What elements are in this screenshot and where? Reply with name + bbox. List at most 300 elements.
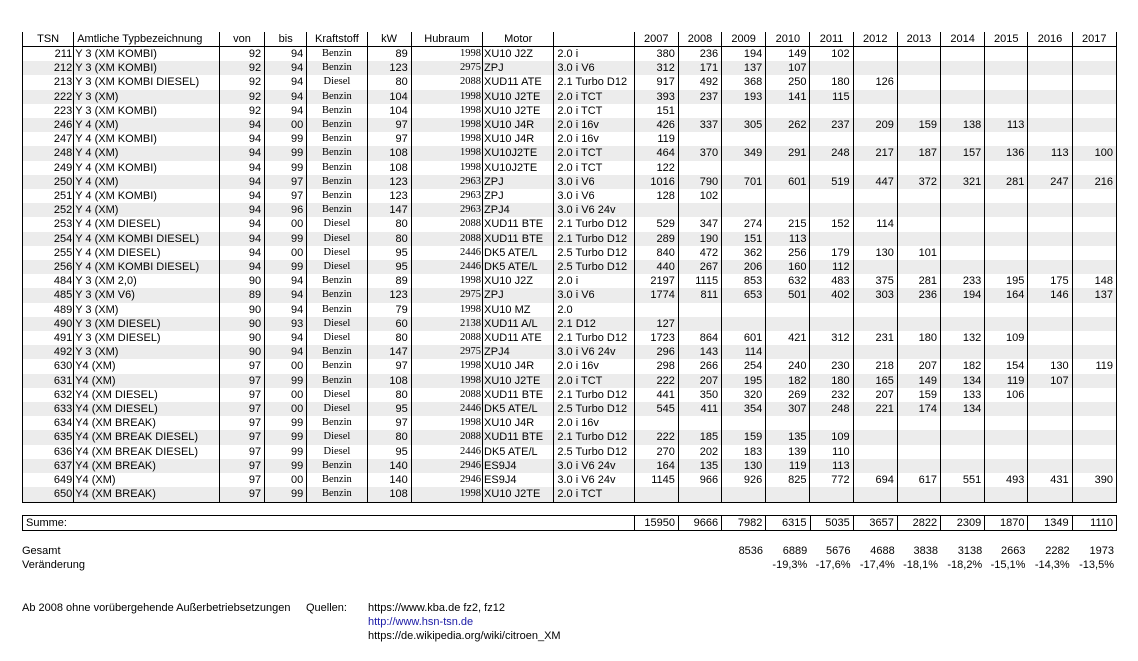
tsn-cell: 635 (23, 430, 74, 444)
year-2017-cell (1072, 75, 1116, 89)
bis-cell: 94 (265, 75, 307, 89)
year-2017-cell (1072, 388, 1116, 402)
year-2016-cell (1028, 445, 1072, 459)
bis-cell: 99 (265, 374, 307, 388)
year-2017-cell (1072, 161, 1116, 175)
motor-cell: ES9J4 (483, 459, 554, 473)
year-2016-cell: 146 (1028, 288, 1072, 302)
motor-cell: ZPJ (483, 175, 554, 189)
year-2014-cell: 194 (941, 288, 985, 302)
kraftstoff-cell: Benzin (307, 487, 367, 502)
col-2013-header: 2013 (897, 32, 940, 47)
motor-cell: XUD11 A/L (483, 317, 554, 331)
year-2010-cell: 141 (766, 90, 810, 104)
year-2015-cell (985, 445, 1028, 459)
year-2009-cell: 114 (722, 345, 766, 359)
tsn-cell: 254 (23, 232, 74, 246)
year-2010-cell: 601 (766, 175, 810, 189)
hubraum-cell: 1998 (411, 303, 482, 317)
year-2012-cell (853, 459, 897, 473)
von-cell: 94 (219, 175, 264, 189)
bis-cell: 00 (265, 388, 307, 402)
year-2015-cell (985, 430, 1028, 444)
year-2012-cell: 114 (853, 217, 897, 231)
gesamt-2015-cell: 2663 (1000, 545, 1026, 557)
year-2014-cell (941, 487, 985, 502)
year-2010-cell: 825 (766, 473, 810, 487)
von-cell: 97 (219, 445, 264, 459)
variante-cell: 3.0 i V6 24v (554, 473, 634, 487)
table-row (23, 132, 1117, 146)
table-row (23, 161, 1117, 175)
year-2014-cell (941, 90, 985, 104)
kraftstoff-cell: Benzin (307, 459, 367, 473)
bis-cell: 99 (265, 416, 307, 430)
year-2015-cell (985, 416, 1028, 430)
year-2013-cell: 236 (897, 288, 940, 302)
kw-cell: 123 (367, 61, 411, 75)
year-2009-cell (722, 203, 766, 217)
year-2012-cell: 303 (853, 288, 897, 302)
von-cell: 92 (219, 104, 264, 118)
year-2012-cell (853, 104, 897, 118)
von-cell: 90 (219, 274, 264, 288)
von-cell: 97 (219, 359, 264, 373)
year-2008-cell: 347 (678, 217, 721, 231)
variante-cell: 2.0 i 16v (554, 132, 634, 146)
table-row (23, 303, 1117, 317)
tsn-cell: 650 (23, 487, 74, 502)
table-row (23, 459, 1117, 473)
bis-cell: 94 (265, 90, 307, 104)
col-2009-header: 2009 (722, 32, 766, 47)
gesamt-2014-cell: 3138 (957, 545, 983, 557)
variante-cell: 3.0 i V6 24v (554, 203, 634, 217)
kw-cell: 80 (367, 388, 411, 402)
col-2015-header: 2015 (985, 32, 1028, 47)
bis-cell: 99 (265, 487, 307, 502)
bis-cell: 96 (265, 203, 307, 217)
year-2009-cell: 137 (722, 61, 766, 75)
year-2011-cell: 179 (810, 246, 853, 260)
year-2008-cell: 171 (678, 61, 721, 75)
year-2011-cell: 402 (810, 288, 853, 302)
tsn-cell: 636 (23, 445, 74, 459)
year-2017-cell (1072, 232, 1116, 246)
table-row (23, 47, 1117, 62)
variante-cell: 2.0 i (554, 47, 634, 62)
hubraum-cell: 2088 (411, 217, 482, 231)
kraftstoff-cell: Diesel (307, 217, 367, 231)
year-2012-cell: 207 (853, 388, 897, 402)
hubraum-cell: 2088 (411, 75, 482, 89)
von-cell: 97 (219, 374, 264, 388)
year-2008-cell (678, 203, 721, 217)
table-row (23, 359, 1117, 373)
von-cell: 90 (219, 331, 264, 345)
year-2008-cell: 143 (678, 345, 721, 359)
year-2015-cell: 164 (985, 288, 1028, 302)
variante-cell: 2.1 Turbo D12 (554, 217, 634, 231)
year-2013-cell (897, 161, 940, 175)
year-2010-cell (766, 303, 810, 317)
year-2017-cell (1072, 47, 1116, 62)
year-2010-cell: 113 (766, 232, 810, 246)
tsn-cell: 249 (23, 161, 74, 175)
motor-cell: XU10 J4R (483, 132, 554, 146)
tsn-cell: 649 (23, 473, 74, 487)
kraftstoff-cell: Diesel (307, 402, 367, 416)
variante-cell: 3.0 i V6 24v (554, 459, 634, 473)
bis-cell: 00 (265, 217, 307, 231)
year-2015-cell (985, 317, 1028, 331)
hubraum-cell: 2946 (411, 473, 482, 487)
year-2007-cell (634, 203, 678, 217)
gesamt-row (22, 544, 1117, 558)
motor-cell: XU10 J2TE (483, 104, 554, 118)
von-cell: 89 (219, 288, 264, 302)
col-tsn-header: TSN (23, 32, 74, 47)
year-2008-cell (678, 104, 721, 118)
year-2016-cell (1028, 75, 1072, 89)
hubraum-cell: 1998 (411, 104, 482, 118)
year-2013-cell: 174 (897, 402, 940, 416)
kw-cell: 147 (367, 203, 411, 217)
year-2012-cell (853, 90, 897, 104)
year-2007-cell: 840 (634, 246, 678, 260)
motor-cell: DK5 ATE/L (483, 246, 554, 260)
table-row (23, 445, 1117, 459)
year-2007-cell: 164 (634, 459, 678, 473)
typbezeichnung-cell: Y4 (XM BREAK) (74, 459, 220, 473)
year-2014-cell (941, 260, 985, 274)
motor-cell: XU10 J4R (483, 118, 554, 132)
hubraum-cell: 2446 (411, 246, 482, 260)
year-2011-cell: 248 (810, 146, 853, 160)
year-2017-cell (1072, 317, 1116, 331)
von-cell: 92 (219, 75, 264, 89)
year-2015-cell: 119 (985, 374, 1028, 388)
kraftstoff-cell: Benzin (307, 118, 367, 132)
year-2014-cell (941, 47, 985, 62)
motor-cell: DK5 ATE/L (483, 402, 554, 416)
variante-cell: 2.0 i TCT (554, 161, 634, 175)
year-2009-cell: 159 (722, 430, 766, 444)
typbezeichnung-cell: Y4 (XM DIESEL) (74, 402, 220, 416)
year-2014-cell: 182 (941, 359, 985, 373)
year-2012-cell (853, 47, 897, 62)
variante-cell: 2.0 i TCT (554, 487, 634, 502)
summe-2017-cell: 1110 (1072, 516, 1116, 531)
von-cell: 94 (219, 189, 264, 203)
tsn-cell: 485 (23, 288, 74, 302)
motor-cell: XUD11 BTE (483, 232, 554, 246)
tsn-cell: 255 (23, 246, 74, 260)
year-2015-cell: 109 (985, 331, 1028, 345)
kraftstoff-cell: Benzin (307, 90, 367, 104)
year-2010-cell: 107 (766, 61, 810, 75)
tsn-cell: 223 (23, 104, 74, 118)
table-row (23, 104, 1117, 118)
hubraum-cell: 1998 (411, 274, 482, 288)
col-variante-header (554, 32, 634, 47)
year-2010-cell: 262 (766, 118, 810, 132)
hubraum-cell: 1998 (411, 118, 482, 132)
year-2008-cell: 102 (678, 189, 721, 203)
year-2016-cell: 175 (1028, 274, 1072, 288)
year-2013-cell: 180 (897, 331, 940, 345)
source-kba: https://www.kba.de fz2, fz12 (368, 602, 505, 614)
year-2014-cell (941, 75, 985, 89)
year-2009-cell (722, 303, 766, 317)
tsn-cell: 212 (23, 61, 74, 75)
year-2014-cell: 233 (941, 274, 985, 288)
year-2010-cell: 119 (766, 459, 810, 473)
year-2014-cell (941, 217, 985, 231)
veraenderung-2011-cell: -17,6% (815, 559, 851, 571)
gesamt-2007-cell (634, 544, 678, 558)
year-2013-cell (897, 90, 940, 104)
typbezeichnung-cell: Y 3 (XM) (74, 345, 220, 359)
year-2008-cell: 207 (678, 374, 721, 388)
year-2012-cell (853, 416, 897, 430)
year-2008-cell: 966 (678, 473, 721, 487)
table-row (23, 90, 1117, 104)
year-2017-cell: 148 (1072, 274, 1116, 288)
year-2009-cell: 701 (722, 175, 766, 189)
year-2014-cell: 321 (941, 175, 985, 189)
year-2015-cell (985, 345, 1028, 359)
kraftstoff-cell: Benzin (307, 175, 367, 189)
kraftstoff-cell: Diesel (307, 260, 367, 274)
typbezeichnung-cell: Y 3 (XM V6) (74, 288, 220, 302)
kw-cell: 140 (367, 459, 411, 473)
year-2014-cell (941, 459, 985, 473)
summe-2015-cell: 1870 (985, 516, 1028, 531)
hubraum-cell: 2446 (411, 260, 482, 274)
motor-cell: XUD11 BTE (483, 217, 554, 231)
variante-cell: 2.1 Turbo D12 (554, 331, 634, 345)
von-cell: 97 (219, 430, 264, 444)
variante-cell: 3.0 i V6 (554, 189, 634, 203)
table-row (23, 374, 1117, 388)
year-2012-cell: 694 (853, 473, 897, 487)
year-2015-cell (985, 487, 1028, 502)
table-row (23, 175, 1117, 189)
year-2008-cell: 370 (678, 146, 721, 160)
year-2010-cell (766, 132, 810, 146)
year-2011-cell: 519 (810, 175, 853, 189)
year-2015-cell (985, 232, 1028, 246)
variante-cell: 3.0 i V6 (554, 61, 634, 75)
tsn-cell: 250 (23, 175, 74, 189)
year-2007-cell: 464 (634, 146, 678, 160)
year-2010-cell: 240 (766, 359, 810, 373)
hubraum-cell: 1998 (411, 47, 482, 62)
year-2013-cell: 159 (897, 388, 940, 402)
year-2012-cell: 221 (853, 402, 897, 416)
year-2007-cell: 1016 (634, 175, 678, 189)
veraenderung-2014-cell: -18,2% (947, 559, 983, 571)
veraenderung-2009-cell (722, 558, 766, 572)
veraenderung-row (22, 558, 1117, 572)
bis-cell: 97 (265, 189, 307, 203)
year-2011-cell: 237 (810, 118, 853, 132)
year-2008-cell (678, 303, 721, 317)
hubraum-cell: 2963 (411, 175, 482, 189)
year-2017-cell (1072, 331, 1116, 345)
year-2010-cell (766, 345, 810, 359)
year-2016-cell (1028, 317, 1072, 331)
year-2015-cell (985, 402, 1028, 416)
col-2010-header: 2010 (766, 32, 810, 47)
year-2014-cell (941, 303, 985, 317)
year-2014-cell (941, 445, 985, 459)
year-2013-cell: 149 (897, 374, 940, 388)
bis-cell: 00 (265, 359, 307, 373)
year-2007-cell: 440 (634, 260, 678, 274)
year-2010-cell (766, 161, 810, 175)
year-2007-cell: 917 (634, 75, 678, 89)
motor-cell: DK5 ATE/L (483, 445, 554, 459)
year-2014-cell: 134 (941, 402, 985, 416)
year-2007-cell: 393 (634, 90, 678, 104)
year-2013-cell (897, 345, 940, 359)
year-2014-cell (941, 246, 985, 260)
year-2012-cell (853, 189, 897, 203)
hubraum-cell: 2446 (411, 402, 482, 416)
von-cell: 97 (219, 473, 264, 487)
hubraum-cell: 2088 (411, 232, 482, 246)
year-2008-cell: 790 (678, 175, 721, 189)
year-2012-cell (853, 345, 897, 359)
bis-cell: 00 (265, 402, 307, 416)
year-2010-cell (766, 203, 810, 217)
year-2008-cell (678, 161, 721, 175)
kraftstoff-cell: Benzin (307, 274, 367, 288)
year-2009-cell (722, 132, 766, 146)
variante-cell: 2.0 i 16v (554, 359, 634, 373)
year-2012-cell: 126 (853, 75, 897, 89)
year-2012-cell: 218 (853, 359, 897, 373)
year-2008-cell: 337 (678, 118, 721, 132)
year-2012-cell: 217 (853, 146, 897, 160)
year-2011-cell: 112 (810, 260, 853, 274)
year-2014-cell: 138 (941, 118, 985, 132)
year-2017-cell (1072, 132, 1116, 146)
hubraum-cell: 1998 (411, 374, 482, 388)
table-row (23, 75, 1117, 89)
year-2008-cell (678, 132, 721, 146)
year-2007-cell: 128 (634, 189, 678, 203)
year-2013-cell (897, 303, 940, 317)
gesamt-2012-cell: 4688 (870, 545, 895, 557)
year-2008-cell: 864 (678, 331, 721, 345)
year-2017-cell (1072, 189, 1116, 203)
tsn-cell: 491 (23, 331, 74, 345)
gesamt-2016-cell: 2282 (1045, 545, 1070, 557)
year-2011-cell: 180 (810, 75, 853, 89)
gesamt-2013-cell: 3838 (913, 545, 938, 557)
year-2016-cell: 247 (1028, 175, 1072, 189)
year-2007-cell: 122 (634, 161, 678, 175)
year-2016-cell (1028, 331, 1072, 345)
year-2016-cell (1028, 203, 1072, 217)
year-2011-cell (810, 132, 853, 146)
typbezeichnung-cell: Y4 (XM BREAK DIESEL) (74, 445, 220, 459)
year-2008-cell: 236 (678, 47, 721, 62)
hubraum-cell: 1998 (411, 359, 482, 373)
kw-cell: 108 (367, 161, 411, 175)
kraftstoff-cell: Benzin (307, 303, 367, 317)
variante-cell: 2.0 i TCT (554, 374, 634, 388)
year-2016-cell (1028, 118, 1072, 132)
year-2009-cell: 254 (722, 359, 766, 373)
table-row (23, 345, 1117, 359)
variante-cell: 2.0 i 16v (554, 118, 634, 132)
year-2009-cell: 354 (722, 402, 766, 416)
year-2011-cell: 115 (810, 90, 853, 104)
veraenderung-2007-cell (634, 558, 678, 572)
year-2007-cell: 441 (634, 388, 678, 402)
motor-cell: XU10 J2Z (483, 47, 554, 62)
tsn-cell: 247 (23, 132, 74, 146)
tsn-cell: 489 (23, 303, 74, 317)
col-kraftstoff-header: Kraftstoff (307, 32, 367, 47)
year-2011-cell: 110 (810, 445, 853, 459)
variante-cell: 2.1 Turbo D12 (554, 232, 634, 246)
variante-cell: 2.0 i (554, 274, 634, 288)
von-cell: 94 (219, 260, 264, 274)
hubraum-cell: 1998 (411, 132, 482, 146)
year-2015-cell (985, 303, 1028, 317)
year-2015-cell (985, 47, 1028, 62)
year-2016-cell (1028, 430, 1072, 444)
typbezeichnung-cell: Y4 (XM BREAK DIESEL) (74, 430, 220, 444)
year-2010-cell: 421 (766, 331, 810, 345)
year-2014-cell (941, 104, 985, 118)
year-2009-cell: 194 (722, 47, 766, 62)
source-hsn-tsn-link[interactable]: http://www.hsn-tsn.de (368, 616, 474, 628)
veraenderung-2016-cell: -14,3% (1034, 559, 1070, 571)
year-2012-cell: 375 (853, 274, 897, 288)
year-2011-cell (810, 232, 853, 246)
year-2007-cell: 296 (634, 345, 678, 359)
year-2007-cell (634, 416, 678, 430)
year-2015-cell: 106 (985, 388, 1028, 402)
kraftstoff-cell: Diesel (307, 246, 367, 260)
kw-cell: 95 (367, 246, 411, 260)
summe-2012-cell: 3657 (853, 516, 897, 531)
motor-cell: ZPJ (483, 288, 554, 302)
typbezeichnung-cell: Y4 (XM) (74, 359, 220, 373)
table-row (23, 189, 1117, 203)
kraftstoff-cell: Diesel (307, 331, 367, 345)
year-2009-cell: 653 (722, 288, 766, 302)
gesamt-2008-cell (679, 544, 722, 558)
tsn-cell: 490 (23, 317, 74, 331)
kraftstoff-cell: Diesel (307, 445, 367, 459)
gesamt-2010-cell: 6889 (782, 545, 808, 557)
bis-cell: 00 (265, 473, 307, 487)
year-2017-cell (1072, 445, 1116, 459)
year-2017-cell (1072, 303, 1116, 317)
hubraum-cell: 2963 (411, 203, 482, 217)
motor-cell: XUD11 ATE (483, 75, 554, 89)
kw-cell: 95 (367, 445, 411, 459)
col-von-header: von (219, 32, 264, 47)
year-2017-cell (1072, 402, 1116, 416)
